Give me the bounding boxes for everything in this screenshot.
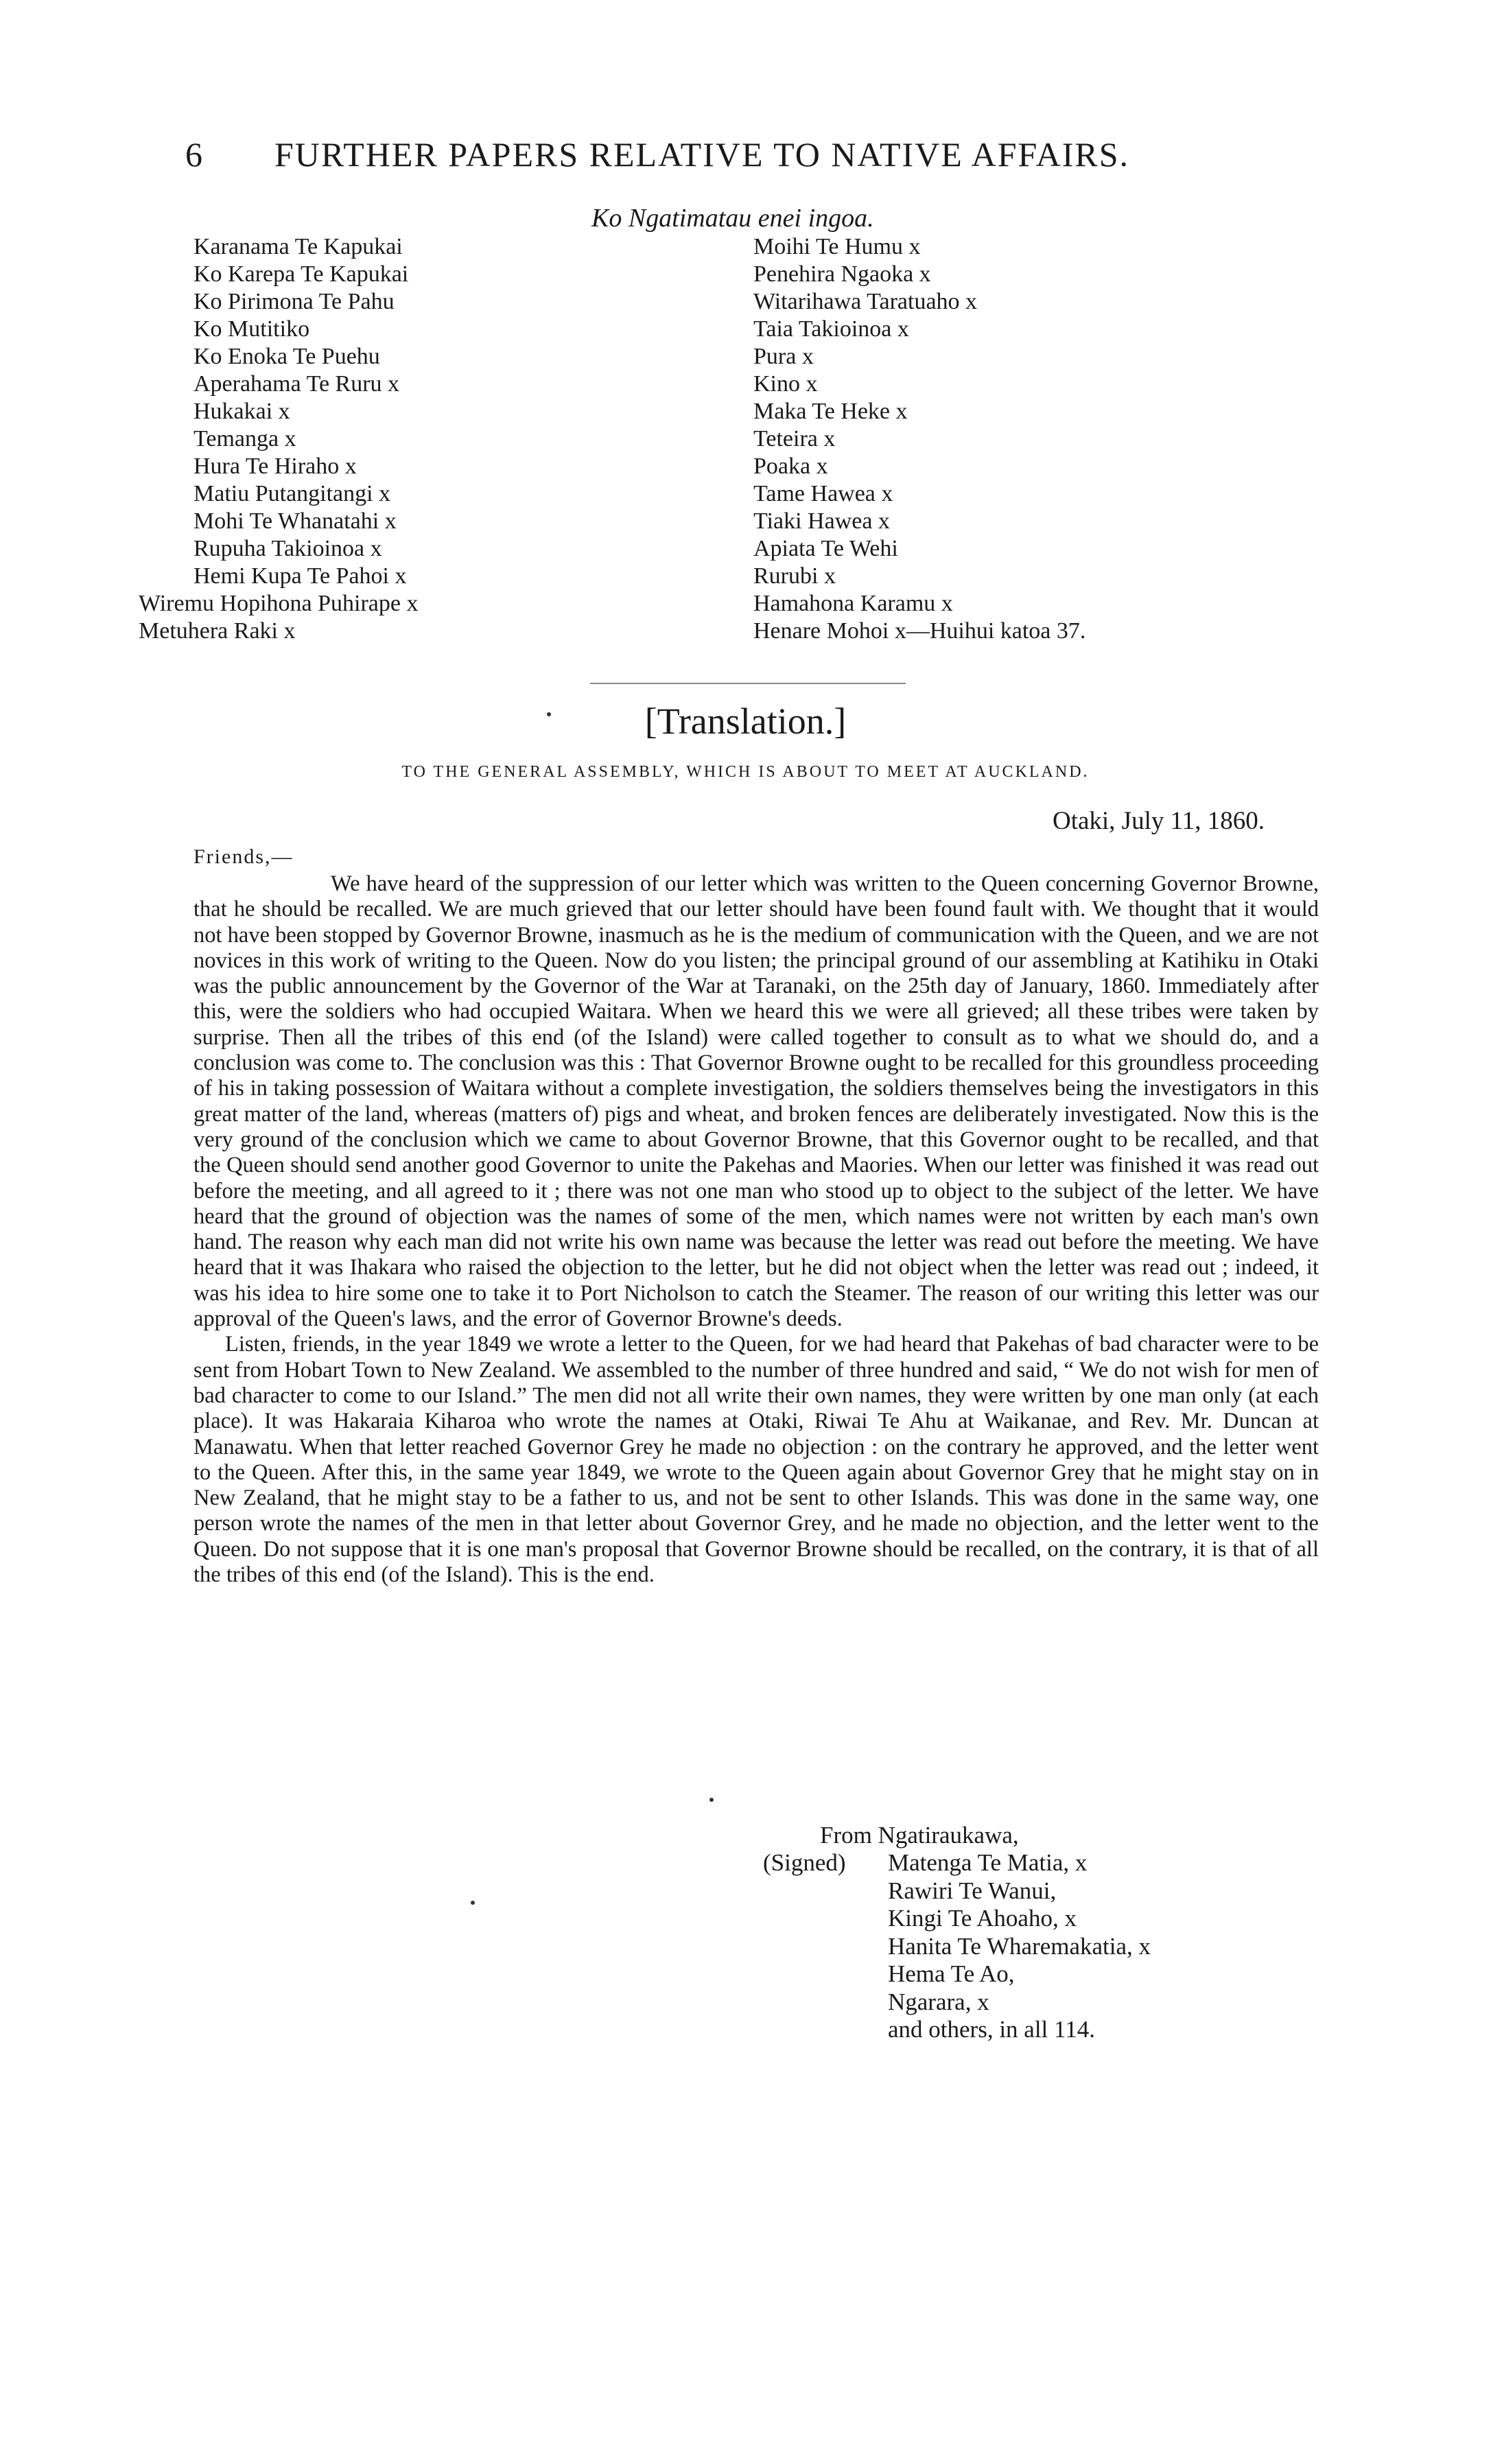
name-entry: Taia Takioinoa x	[753, 316, 909, 342]
name-entry: Moihi Te Humu x	[753, 234, 921, 259]
name-entry: Witarihawa Taratuaho x	[753, 289, 978, 314]
salutation: Friends,—	[193, 845, 294, 868]
name-entry: Maka Te Heke x	[753, 399, 908, 424]
names-left-column	[139, 233, 419, 645]
name-entry: Pura x	[753, 344, 814, 369]
signatory: and others, in all 114.	[888, 2016, 1095, 2043]
letter-paragraph: We have heard of the suppression of our letter which was written to the Queen concerning Governor Browne, that he should be recalled. We are much grieved that our letter should have been found fault with. We thought that it would not have been stopped by Governor Browne, inasmuch as he is the medium of communication with the Queen, and we are not novices in this work of writing to the Queen. Now do you listen; the principal ground of our assembling at Katihiku in Otaki was the public announcement by the Governor of the War at Taranaki, on the 25th day of January, 1860. Immediately after this, were the soldiers who had occupied Waitara. When we heard this we were all grieved; all these tribes were taken by surprise. Then all the tribes of this end (of the Island) were called together to consult as to what we should do, and a conclusion was come to. The conclusion was this : That Governor Browne ought to be recalled for this groundless proceeding of his in taking possession of Waitara without a complete investigation, the soldiers themselves being the investigators in this great matter of the land, whereas (matters of) pigs and wheat, and broken fences are deliberately investigated. Now this is the very ground of the conclusion which we came to about Governor Browne, that this Governor ought to be recalled, and that the Queen should send another good Governor to unite the Pakehas and Maories. When our letter was finished it was read out before the meeting, and all agreed to it ; there was not one man who stood up to object to the subject of the letter. We have heard that the ground of objection was the names of some of the men, which names were not written by each man's own hand. The reason why each man did not write his own name was because the letter was read out before the meeting. We have heard that it was Ihakara who raised the objection to the letter, but he did not object when the letter was read out ; indeed, it was his idea to hire some one to take it to Port Nicholson to catch the Steamer. The reason of our writing this letter was our approval of the Queen's laws, and the error of Governor Browne's deeds.	[193, 871, 1319, 1332]
name-entry: Rurubi x	[753, 563, 836, 589]
name-entry: Poaka x	[753, 454, 828, 479]
page-number: 6	[185, 135, 204, 174]
ink-speck	[547, 712, 551, 716]
name-entry: Henare Mohoi x—Huihui katoa 37.	[753, 618, 1086, 644]
signatory: Kingi Te Ahoaho, x	[888, 1905, 1077, 1932]
name-entry: Hukakai x	[193, 399, 290, 424]
signed-label: (Signed)	[763, 1849, 846, 1876]
letter-date: Otaki, July 11, 1860.	[1052, 807, 1265, 835]
name-entry: Ko Pirimona Te Pahu	[193, 289, 395, 314]
name-entry: Tame Hawea x	[753, 481, 893, 506]
name-entry: Apiata Te Wehi	[753, 536, 898, 561]
ink-speck	[471, 1901, 475, 1905]
section-divider	[590, 683, 906, 684]
name-entry: Hura Te Hiraho x	[193, 454, 357, 479]
name-entry: Karanama Te Kapukai	[193, 234, 403, 259]
name-entry: Ko Karepa Te Kapukai	[193, 261, 409, 287]
letter-body	[193, 871, 1319, 1588]
name-entry: Metuhera Raki x	[139, 618, 296, 644]
name-entry: Ko Mutitiko	[193, 316, 310, 342]
signature-from: From Ngatiraukawa,	[820, 1822, 1019, 1849]
name-entry: Wiremu Hopihona Puhirape x	[139, 591, 419, 616]
name-entry: Teteira x	[753, 426, 836, 451]
signatory: Rawiri Te Wanui,	[888, 1877, 1057, 1904]
signatory: Hanita Te Wharemakatia, x	[888, 1932, 1151, 1960]
ink-speck	[709, 1798, 714, 1802]
name-entry: Ko Enoka Te Puehu	[193, 344, 380, 369]
name-entry: Matiu Putangitangi x	[193, 481, 391, 506]
name-entry: Aperahama Te Ruru x	[193, 371, 400, 397]
name-entry: Tiaki Hawea x	[753, 508, 890, 534]
running-head	[185, 134, 1129, 174]
name-entry: Hamahona Karamu x	[753, 591, 953, 616]
name-entry: Hemi Kupa Te Pahoi x	[193, 563, 407, 589]
letter-paragraph: Listen, friends, in the year 1849 we wrote a letter to the Queen, for we had heard that Pakehas of bad character were to be sent from Hobart Town to New Zealand. We assembled to the number of three hundred and said, “ We do not wish for men of bad character to come to our Island.” The men did not all write their own names, they were written by one man only (at each place). It was Hakaraia Kiharoa who wrote the names at Otaki, Riwai Te Ahu at Waikanae, and Rev. Mr. Duncan at Manawatu. When that letter reached Governor Grey he made no objection : on the contrary he approved, and the letter went to the Queen. After this, in the same year 1849, we wrote to the Queen again about Governor Grey that he might stay on in New Zealand, that he might stay to be a father to us, and not be sent to other Islands. This was done in the same way, one person wrote the names of the men in that letter about Governor Grey, and he made no objection, and the letter went to the Queen. Do not suppose that it is one man's proposal that Governor Browne should be recalled, on the contrary, it is that of all the tribes of this end (of the Island). This is the end.	[193, 1332, 1319, 1588]
names-right-column	[753, 233, 1085, 645]
name-entry: Temanga x	[193, 426, 296, 451]
signatory: Ngarara, x	[888, 1988, 989, 2015]
addressee-heading: TO THE GENERAL ASSEMBLY, WHICH IS ABOUT TO MEET AT AUCKLAND.	[401, 763, 1090, 781]
page-title: FURTHER PAPERS RELATIVE TO NATIVE AFFAIRS.	[274, 135, 1130, 174]
name-entry: Rupuha Takioinoa x	[193, 536, 382, 561]
translation-title: [Translation.]	[644, 701, 847, 742]
names-heading: Ko Ngatimatau enei ingoa.	[591, 204, 874, 233]
name-entry: Penehira Ngaoka x	[753, 261, 931, 287]
signatory-list	[888, 1849, 1151, 2044]
signatory: Hema Te Ao,	[888, 1960, 1015, 1987]
signatory: Matenga Te Matia, x	[888, 1849, 1088, 1876]
name-entry: Kino x	[753, 371, 818, 397]
name-entry: Mohi Te Whanatahi x	[193, 508, 397, 534]
